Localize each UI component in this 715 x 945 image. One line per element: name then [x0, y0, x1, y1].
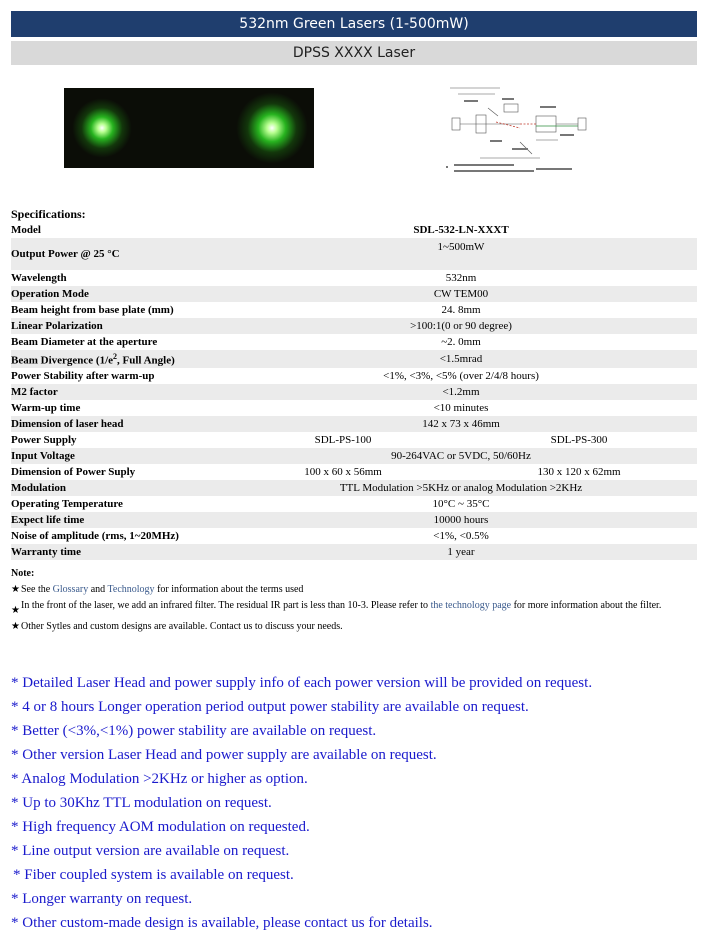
spec-value: 142 x 73 x 46mm — [225, 416, 697, 432]
spec-row — [11, 432, 697, 448]
spec-value: ~2. 0mm — [441, 336, 481, 348]
spec-value: 10000 hours — [225, 512, 697, 528]
spec-label: Operation Mode — [11, 286, 225, 302]
beam-spot-left — [72, 98, 132, 158]
star-icon: ★ — [11, 621, 20, 632]
note-item — [11, 599, 697, 617]
spec-label: Power Supply — [11, 433, 77, 446]
request-option-item: * Fiber coupled system is available on request. — [13, 867, 294, 883]
spec-label: Warranty time — [11, 544, 225, 560]
spec-row — [11, 270, 697, 286]
laser-setup-diagram — [440, 82, 590, 180]
request-options-list — [11, 671, 701, 935]
spec-label: Model — [11, 224, 41, 236]
spec-value: 532nm — [445, 272, 477, 284]
spec-row — [11, 416, 697, 432]
notes-section — [11, 567, 697, 633]
request-option-item: * Line output version are available on request. — [11, 843, 290, 859]
technology-link[interactable]: Technology — [107, 584, 155, 595]
spec-row — [11, 464, 697, 480]
spec-value: 1~500mW — [225, 238, 697, 270]
note-item — [11, 583, 697, 596]
spec-row — [11, 480, 697, 496]
spec-label: Modulation — [11, 480, 225, 496]
spec-row — [11, 400, 697, 416]
request-option-item: * Longer warranty on request. — [11, 891, 193, 907]
spec-row — [11, 318, 697, 334]
request-option-item: * Other version Laser Head and power supply are available on request. — [11, 747, 437, 763]
spec-row — [11, 302, 697, 318]
spec-label: Dimension of laser head — [11, 416, 225, 432]
spec-row — [11, 238, 697, 270]
spec-value: 24. 8mm — [441, 304, 481, 316]
spec-row — [11, 528, 697, 544]
glossary-link[interactable]: Glossary — [52, 584, 89, 595]
spec-label: Power Stability after warm-up — [11, 369, 155, 382]
spec-label: Dimension of Power Suply — [11, 465, 136, 478]
spec-value-option: SDL-PS-300 — [550, 433, 608, 446]
spec-label: Output Power @ 25 °C — [11, 238, 225, 270]
spec-value: <1.5mrad — [225, 350, 697, 368]
spec-row — [11, 334, 697, 350]
request-option-item: * Detailed Laser Head and power supply info of each power version will be provided on request. — [11, 675, 593, 691]
spec-value-option: 130 x 120 x 62mm — [537, 465, 621, 478]
request-option-item: * Analog Modulation >2KHz or higher as option. — [11, 771, 308, 787]
note-text: Other Sytles and custom designs are available. Contact us to discuss your needs. — [21, 621, 343, 632]
spec-row — [11, 384, 697, 400]
spec-value: >100:1(0 or 90 degree) — [225, 318, 697, 334]
star-icon: ★ — [11, 605, 20, 616]
spec-label: Expect life time — [11, 512, 225, 528]
spec-value: TTL Modulation >5KHz or analog Modulation >2KHz — [225, 480, 697, 496]
spec-label: Linear Polarization — [11, 318, 225, 334]
spec-label: Operating Temperature — [11, 497, 123, 510]
request-option-item: * Other custom-made design is available, please contact us for details. — [11, 915, 433, 931]
technology-page-link[interactable]: the technology page — [430, 600, 512, 611]
spec-row — [11, 286, 697, 302]
spec-label: Warm-up time — [11, 401, 81, 414]
spec-value — [225, 432, 697, 448]
spec-value: <1%, <0.5% — [433, 529, 489, 542]
notes-title: Note: — [11, 568, 35, 579]
page-title: 532nm Green Lasers (1-500mW) — [11, 11, 697, 37]
page-subtitle: DPSS XXXX Laser — [11, 41, 697, 65]
spec-value: 10°C ~ 35°C — [432, 497, 490, 510]
spec-label: Beam height from base plate (mm) — [11, 304, 174, 316]
spec-row — [11, 448, 697, 464]
spec-label: Input Voltage — [11, 448, 225, 464]
spec-row — [11, 496, 697, 512]
spec-value: SDL-532-LN-XXXT — [413, 224, 509, 236]
request-option-item: * High frequency AOM modulation on requested. — [11, 819, 310, 835]
note-text: See the Glossary and Technology for information about the terms used — [21, 584, 304, 595]
specifications-table — [11, 222, 697, 560]
spec-label: Noise of amplitude (rms, 1~20MHz) — [11, 529, 179, 542]
spec-value — [225, 464, 697, 480]
request-option-item: * Up to 30Khz TTL modulation on request. — [11, 795, 272, 811]
spec-row — [11, 512, 697, 528]
specifications-heading: Specifications: — [11, 207, 86, 221]
spec-value: <1%, <3%, <5% (over 2/4/8 hours) — [383, 369, 539, 382]
spec-label: Beam Diameter at the aperture — [11, 336, 158, 348]
spec-row — [11, 544, 697, 560]
spec-value: CW TEM00 — [225, 286, 697, 302]
spec-value: <10 minutes — [433, 401, 489, 414]
spec-value-option: 100 x 60 x 56mm — [304, 465, 382, 478]
spec-row — [11, 222, 697, 238]
spec-row — [11, 368, 697, 384]
request-option-item: * Better (<3%,<1%) power stability are available on request. — [11, 723, 377, 739]
spec-value: <1.2mm — [225, 384, 697, 400]
spec-label: Beam Divergence ($1/e^2$, Full Angle) — [11, 350, 225, 368]
green-beam-spots-photo — [64, 88, 314, 168]
spec-value-option: SDL-PS-100 — [314, 433, 372, 446]
star-icon: ★ — [11, 584, 20, 595]
note-item — [11, 620, 697, 633]
beam-spot-right — [236, 92, 308, 164]
spec-label: Wavelength — [11, 272, 67, 284]
spec-label: M2 factor — [11, 384, 225, 400]
request-option-item: * 4 or 8 hours Longer operation period output power stability are available on request. — [11, 699, 529, 715]
spec-row — [11, 350, 697, 368]
spec-value: 1 year — [225, 544, 697, 560]
note-text: In the front of the laser, we add an infrared filter. The residual IR part is less than 10-3. Please refer to the technology page for more information about the filter. — [21, 600, 662, 611]
spec-value: 90-264VAC or 5VDC, 50/60Hz — [225, 448, 697, 464]
